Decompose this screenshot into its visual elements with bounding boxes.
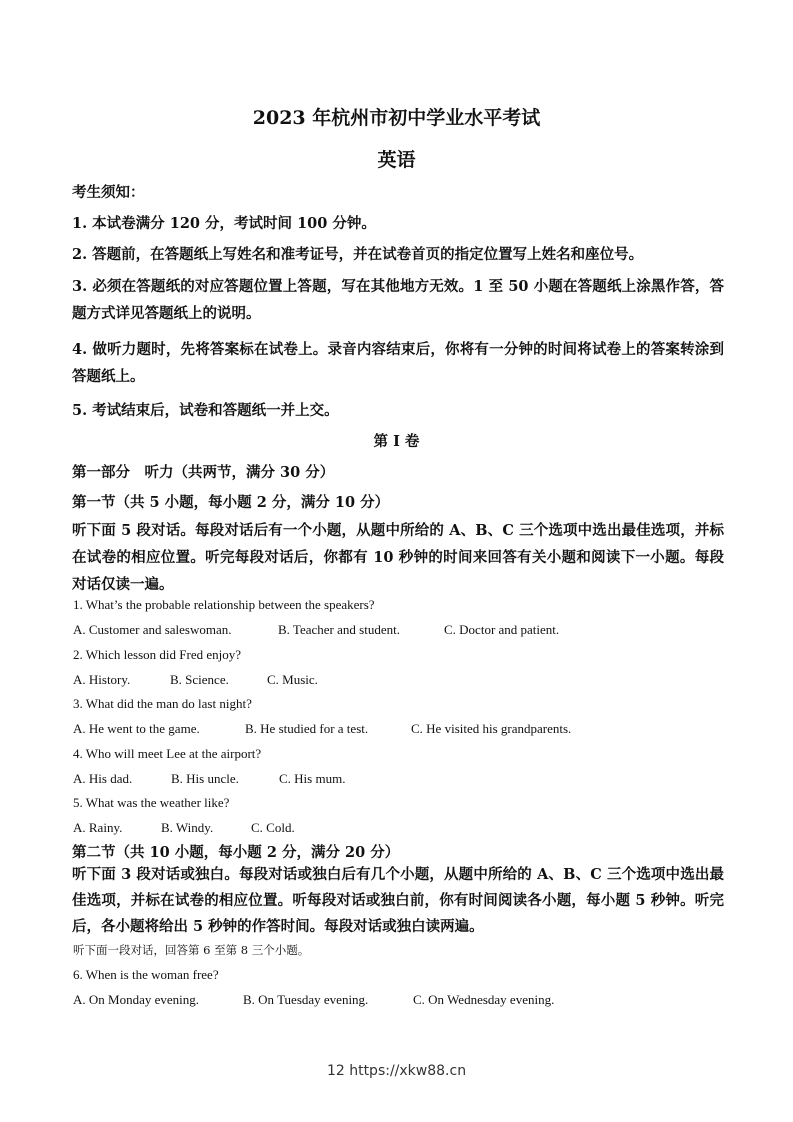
question-2: 2. Which lesson did Fred enjoy?: [73, 647, 242, 662]
q2-option-c: C. Music.: [267, 672, 318, 687]
notice-item-4: 4. 做听力题时，先将答案标在试卷上。录音内容结束后，你将有一分钟的时间将试卷上的答案转涂到答题纸上。: [72, 341, 724, 385]
exam-title: 2023 年杭州市初中学业水平考试: [252, 107, 541, 129]
q6-option-a: A. On Monday evening.: [73, 992, 200, 1007]
volume-heading: 第 I 卷: [373, 433, 420, 450]
question-6: 6. When is the woman free?: [73, 967, 219, 982]
section2-note: 听下面一段对话，回答第 6 至第 8 三个小题。: [73, 943, 310, 957]
section1-heading: 第一节（共 5 小题，每小题 2 分，满分 10 分）: [72, 494, 390, 511]
q4-option-c: C. His mum.: [279, 771, 346, 786]
section2-instructions: 听下面 3 段对话或独白。每段对话或独白后有几个小题，从题中所给的 A、B、C 三个选项中选出最佳选项，并标在试卷的相应位置。听每段对话或独白前，你有时间阅读各小题，每小题 5 秒钟。听完后，各小题将给出 5 秒钟的作答时间。每段对话或独白读两遍。: [72, 866, 724, 935]
question-1: 1. What’s the probable relationship between the speakers?: [73, 597, 375, 612]
q4-option-a: A. His dad.: [73, 771, 133, 786]
q5-option-b: B. Windy.: [161, 820, 214, 835]
notice-item-1: 1. 本试卷满分 120 分，考试时间 100 分钟。: [72, 215, 376, 232]
q6-option-c: C. On Wednesday evening.: [413, 992, 555, 1007]
part1-heading: 第一部分 听力（共两节，满分 30 分）: [72, 464, 335, 481]
q5-option-c: C. Cold.: [251, 820, 295, 835]
q1-option-a: A. Customer and saleswoman.: [73, 622, 232, 637]
notice-item-2: 2. 答题前，在答题纸上写姓名和准考证号，并在试卷首页的指定位置写上姓名和座位号。: [72, 246, 644, 263]
q3-option-c: C. He visited his grandparents.: [411, 721, 572, 736]
q1-option-b: B. Teacher and student.: [278, 622, 400, 637]
q3-option-b: B. He studied for a test.: [245, 721, 369, 736]
notice-item-5: 5. 考试结束后，试卷和答题纸一并上交。: [72, 402, 339, 419]
question-4: 4. Who will meet Lee at the airport?: [73, 746, 262, 761]
q5-option-a: A. Rainy.: [73, 820, 123, 835]
q2-option-b: B. Science.: [170, 672, 229, 687]
section2-heading: 第二节（共 10 小题，每小题 2 分，满分 20 分）: [72, 844, 400, 861]
q4-option-b: B. His uncle.: [171, 771, 239, 786]
question-5: 5. What was the weather like?: [73, 795, 230, 810]
section1-instructions: 听下面 5 段对话。每段对话后有一个小题，从题中所给的 A、B、C 三个选项中选出最佳选项，并标在试卷的相应位置。听完每段对话后，你都有 10 秒钟的时间来回答有关小题和阅读下一小题。每段对话仅读一遍。: [72, 522, 724, 593]
q2-option-a: A. History.: [73, 672, 131, 687]
page-footer: 12 https://xkw88.cn: [326, 1063, 467, 1079]
notice-item-3: 3. 必须在答题纸的对应答题位置上答题，写在其他地方无效。1 至 50 小题在答题纸上涂黑作答，答题方式详见答题纸上的说明。: [72, 278, 724, 322]
exam-subject: 英语: [377, 149, 416, 171]
question-3: 3. What did the man do last night?: [73, 696, 252, 711]
q3-option-a: A. He went to the game.: [73, 721, 200, 736]
notice-heading: 考生须知：: [72, 184, 145, 201]
q6-option-b: B. On Tuesday evening.: [243, 992, 369, 1007]
q1-option-c: C. Doctor and patient.: [444, 622, 560, 637]
